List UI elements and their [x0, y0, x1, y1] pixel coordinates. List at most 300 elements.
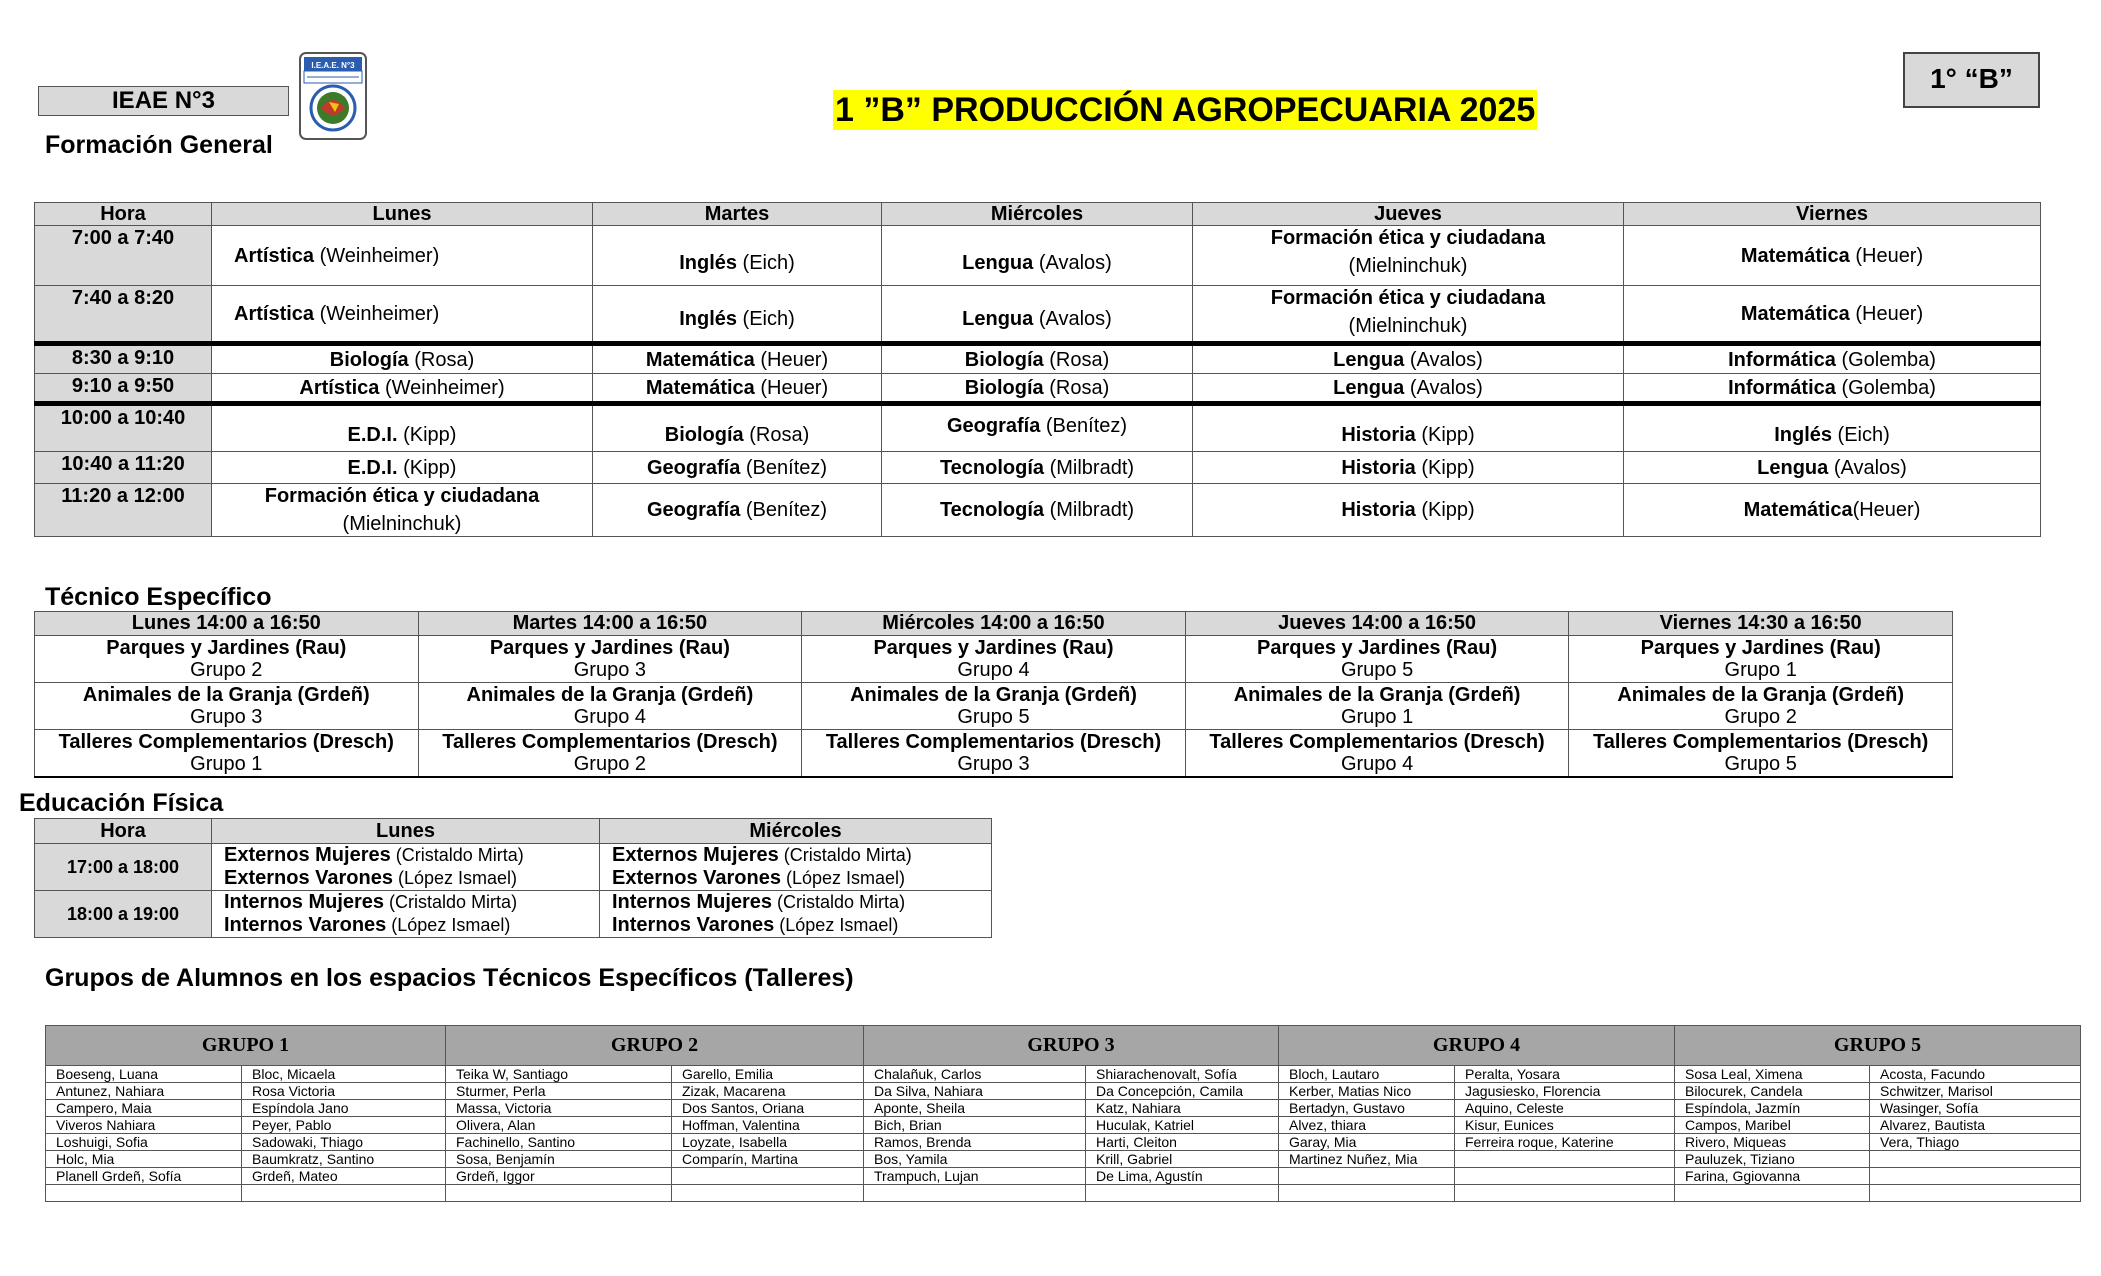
class-cell: [1193, 484, 1624, 537]
subject-name: Biología: [664, 424, 744, 446]
student-cell: Campos, Maribel: [1675, 1117, 1870, 1134]
class-cell: [212, 484, 593, 537]
student-cell: [1279, 1168, 1455, 1185]
class-cell: [1193, 404, 1624, 452]
student-cell: [1870, 1151, 2081, 1168]
student-cell: Jagusiesko, Florencia: [1455, 1083, 1675, 1100]
student-cell: Wasinger, Sofía: [1870, 1100, 2081, 1117]
student-cell: De Lima, Agustín: [1086, 1168, 1279, 1185]
edfisica-line: [612, 844, 991, 867]
student-cell: Krill, Gabriel: [1086, 1151, 1279, 1168]
student-cell: Antunez, Nahiara: [46, 1083, 242, 1100]
group-label: Grupo 3: [190, 706, 263, 728]
tecnico-row: [35, 730, 1953, 778]
column-header: Miércoles: [600, 819, 992, 844]
group-label: Grupo 5: [957, 706, 1030, 728]
teacher-name: (Heuer): [754, 376, 829, 399]
hour-cell: 17:00 a 18:00: [35, 844, 212, 891]
student-cell: Chalañuk, Carlos: [864, 1066, 1086, 1083]
group-label: Grupo 3: [957, 753, 1030, 775]
student-cell: Peralta, Yosara: [1455, 1066, 1675, 1083]
course-badge: 1° “B”: [1903, 52, 2040, 108]
schedule-row: [35, 484, 2041, 537]
tecnico-schedule-table: [34, 611, 1953, 778]
student-cell: Grdeñ, Mateo: [242, 1168, 446, 1185]
subject-name: Talleres Complementarios (Dresch): [1209, 731, 1545, 753]
class-cell: [882, 404, 1193, 452]
student-cell: Martinez Nuñez, Mia: [1279, 1151, 1455, 1168]
school-logo: [299, 52, 367, 140]
student-cell: Espíndola Jano: [242, 1100, 446, 1117]
class-cell: [212, 344, 593, 374]
group-label: Grupo 2: [1724, 706, 1797, 728]
student-cell: Bos, Yamila: [864, 1151, 1086, 1168]
student-cell: Comparín, Martina: [672, 1151, 864, 1168]
class-cell: [212, 452, 593, 484]
group-name: Externos Mujeres: [224, 844, 391, 866]
subject-name: Formación ética y ciudadana: [1270, 287, 1546, 309]
subject-name: Biología: [964, 348, 1044, 371]
edfisica-cell: [600, 891, 992, 938]
column-header: Lunes: [212, 819, 600, 844]
student-cell: [1455, 1168, 1675, 1185]
class-cell: [593, 226, 882, 286]
teacher-name: (Heuer): [1849, 302, 1924, 325]
tecnico-cell: [802, 730, 1186, 778]
teacher-name: (Rosa): [1043, 376, 1110, 399]
student-cell: Sturmer, Perla: [446, 1083, 672, 1100]
class-cell: [593, 344, 882, 374]
class-cell: [593, 404, 882, 452]
class-cell: [1624, 374, 2041, 404]
tecnico-cell: [802, 683, 1186, 730]
grupos-header-row: [46, 1026, 2081, 1066]
teacher-name: (Avalos): [1404, 348, 1483, 371]
class-cell: [1624, 344, 2041, 374]
teacher-name: (Cristaldo Mirta): [778, 845, 912, 865]
teacher-name: (Rosa): [743, 424, 810, 446]
student-cell: [1870, 1185, 2081, 1202]
student-cell: Bertadyn, Gustavo: [1279, 1100, 1455, 1117]
subject-name: Matemática: [645, 348, 755, 371]
teacher-name: (Rosa): [1043, 348, 1110, 371]
teacher-name: (Rosa): [408, 348, 475, 371]
subject-name: Tecnología: [939, 456, 1045, 479]
student-cell: Teika W, Santiago: [446, 1066, 672, 1083]
edfisica-cell: [212, 844, 600, 891]
subject-name: Informática: [1728, 376, 1836, 399]
student-row: [46, 1168, 2081, 1185]
group-header: GRUPO 3: [864, 1026, 1279, 1066]
section-title-formacion: Formación General: [45, 131, 273, 159]
subject-name: Matemática: [645, 376, 755, 399]
subject-name: Talleres Complementarios (Dresch): [1593, 731, 1929, 753]
edfisica-line: [612, 891, 991, 914]
tecnico-row: [35, 636, 1953, 683]
hour-cell: 7:40 a 8:20: [35, 286, 212, 344]
student-cell: Espíndola, Jazmín: [1675, 1100, 1870, 1117]
student-cell: [672, 1185, 864, 1202]
student-cell: Ferreira roque, Katerine: [1455, 1134, 1675, 1151]
subject-name: Geografía: [946, 415, 1041, 437]
schedule-row: [35, 452, 2041, 484]
column-header: Miércoles 14:00 a 16:50: [802, 612, 1186, 636]
group-label: Grupo 1: [1724, 659, 1797, 681]
column-header: Martes 14:00 a 16:50: [418, 612, 802, 636]
class-cell: [882, 484, 1193, 537]
teacher-name: (Golemba): [1835, 348, 1936, 371]
column-header: Martes: [593, 203, 882, 226]
schedule-header-row: [35, 203, 2041, 226]
subject-name: Talleres Complementarios (Dresch): [442, 731, 778, 753]
class-cell: [882, 452, 1193, 484]
tecnico-header-row: [35, 612, 1953, 636]
group-label: Grupo 1: [1340, 706, 1414, 728]
schedule-row: [35, 374, 2041, 404]
student-cell: [1870, 1168, 2081, 1185]
subject-name: Animales de la Granja (Grdeñ): [1233, 684, 1521, 706]
class-cell: [882, 374, 1193, 404]
student-cell: Grdeñ, Iggor: [446, 1168, 672, 1185]
subject-name: Artística: [234, 244, 315, 267]
class-cell: [212, 286, 593, 344]
column-header: Viernes 14:30 a 16:50: [1569, 612, 1953, 636]
edfisica-line: [224, 914, 599, 937]
group-header: GRUPO 5: [1675, 1026, 2081, 1066]
subject-name: Formación ética y ciudadana: [264, 485, 540, 507]
teacher-name: (Weinheimer): [314, 244, 440, 267]
hour-cell: 11:20 a 12:00: [35, 484, 212, 537]
teacher-name: (Heuer): [1852, 499, 1921, 521]
group-label: Grupo 5: [1724, 753, 1797, 775]
group-header: GRUPO 2: [446, 1026, 864, 1066]
student-cell: Harti, Cleiton: [1086, 1134, 1279, 1151]
student-cell: Kisur, Eunices: [1455, 1117, 1675, 1134]
student-cell: [1279, 1185, 1455, 1202]
class-cell: [882, 226, 1193, 286]
student-cell: Hoffman, Valentina: [672, 1117, 864, 1134]
subject-name: Artística: [234, 302, 315, 325]
student-cell: Peyer, Pablo: [242, 1117, 446, 1134]
subject-name: Matemática: [1740, 244, 1850, 267]
student-cell: Huculak, Katriel: [1086, 1117, 1279, 1134]
tecnico-cell: [802, 636, 1186, 683]
student-cell: Rosa Victoria: [242, 1083, 446, 1100]
tecnico-cell: [1185, 636, 1569, 683]
student-cell: Aquino, Celeste: [1455, 1100, 1675, 1117]
teacher-name: (Benítez): [740, 456, 828, 479]
tecnico-cell: [418, 683, 802, 730]
class-cell: [593, 484, 882, 537]
subject-name: Historia: [1341, 424, 1416, 446]
student-row: [46, 1066, 2081, 1083]
group-label: Grupo 4: [1340, 753, 1414, 775]
edfisica-line: [224, 891, 599, 914]
subject-name: Lengua: [962, 252, 1034, 274]
student-cell: Campero, Maia: [46, 1100, 242, 1117]
student-cell: Loyzate, Isabella: [672, 1134, 864, 1151]
edfisica-row: [35, 891, 992, 938]
subject-name: Historia: [1341, 499, 1416, 521]
student-cell: [46, 1185, 242, 1202]
subject-name: Parques y Jardines (Rau): [873, 637, 1114, 659]
subject-name: Geografía: [646, 456, 741, 479]
teacher-name: (Kipp): [1415, 424, 1475, 446]
column-header: Lunes: [212, 203, 593, 226]
subject-name: Inglés: [679, 308, 737, 330]
hour-cell: 9:10 a 9:50: [35, 374, 212, 404]
student-cell: Garay, Mia: [1279, 1134, 1455, 1151]
student-cell: Schwitzer, Marisol: [1870, 1083, 2081, 1100]
group-label: Grupo 2: [573, 753, 647, 775]
subject-name: Lengua: [1333, 348, 1405, 371]
student-cell: [446, 1185, 672, 1202]
tecnico-cell: [1569, 730, 1953, 778]
edfisica-line: [224, 844, 599, 867]
column-header: Lunes 14:00 a 16:50: [35, 612, 419, 636]
column-header: Jueves: [1193, 203, 1624, 226]
schedule-row: [35, 344, 2041, 374]
hour-cell: 10:00 a 10:40: [35, 404, 212, 452]
column-header: Viernes: [1624, 203, 2041, 226]
student-cell: Sosa Leal, Ximena: [1675, 1066, 1870, 1083]
tecnico-cell: [1185, 683, 1569, 730]
subject-name: Parques y Jardines (Rau): [489, 637, 730, 659]
teacher-name: (Mielninchuk): [1348, 315, 1468, 337]
tecnico-cell: [35, 730, 419, 778]
subject-name: Parques y Jardines (Rau): [1640, 637, 1881, 659]
student-cell: Bich, Brian: [864, 1117, 1086, 1134]
group-name: Internos Mujeres: [612, 891, 773, 913]
subject-name: Tecnología: [939, 499, 1045, 521]
student-cell: Sadowaki, Thiago: [242, 1134, 446, 1151]
class-cell: [212, 374, 593, 404]
student-cell: Zizak, Macarena: [672, 1083, 864, 1100]
teacher-name: (Avalos): [1033, 308, 1112, 330]
student-cell: [1455, 1185, 1675, 1202]
subject-name: Talleres Complementarios (Dresch): [58, 731, 394, 753]
student-cell: Da Silva, Nahiara: [864, 1083, 1086, 1100]
subject-name: Lengua: [1333, 376, 1405, 399]
edfisica-header-row: [35, 819, 992, 844]
section-title-edfisica: Educación Física: [19, 789, 224, 817]
teacher-name: (Mielninchuk): [342, 513, 462, 535]
teacher-name: (Avalos): [1404, 376, 1483, 399]
teacher-name: (Milbradt): [1044, 499, 1135, 521]
tecnico-cell: [1569, 683, 1953, 730]
student-cell: Planell Grdeñ, Sofía: [46, 1168, 242, 1185]
student-cell: Fachinello, Santino: [446, 1134, 672, 1151]
tecnico-row: [35, 683, 1953, 730]
hour-cell: 8:30 a 9:10: [35, 344, 212, 374]
subject-name: Matemática: [1743, 499, 1853, 521]
student-row: [46, 1083, 2081, 1100]
subject-name: Lengua: [1757, 456, 1829, 479]
edfisica-line: [224, 867, 599, 890]
grupos-table: [45, 1025, 2081, 1202]
group-name: Internos Mujeres: [224, 891, 385, 913]
student-cell: [1675, 1185, 1870, 1202]
class-cell: [1624, 484, 2041, 537]
student-row: [46, 1117, 2081, 1134]
teacher-name: (Milbradt): [1044, 456, 1135, 479]
tecnico-cell: [35, 683, 419, 730]
student-row: [46, 1151, 2081, 1168]
class-cell: [1193, 344, 1624, 374]
student-cell: Alvarez, Bautista: [1870, 1117, 2081, 1134]
group-header: GRUPO 1: [46, 1026, 446, 1066]
teacher-name: (Benítez): [740, 499, 828, 521]
group-header: GRUPO 4: [1279, 1026, 1675, 1066]
teacher-name: (Heuer): [1849, 244, 1924, 267]
subject-name: Biología: [329, 348, 409, 371]
student-cell: Boeseng, Luana: [46, 1066, 242, 1083]
student-cell: Da Concepción, Camila: [1086, 1083, 1279, 1100]
subject-name: Talleres Complementarios (Dresch): [825, 731, 1162, 753]
main-schedule-table: [34, 202, 2041, 537]
class-cell: [212, 404, 593, 452]
class-cell: [1624, 226, 2041, 286]
tecnico-cell: [35, 636, 419, 683]
student-cell: Acosta, Facundo: [1870, 1066, 2081, 1083]
teacher-name: (Benítez): [1040, 415, 1128, 437]
edfisica-cell: [600, 844, 992, 891]
group-label: Grupo 3: [573, 659, 647, 681]
group-label: Grupo 2: [190, 659, 263, 681]
teacher-name: (López Ismael): [392, 868, 518, 888]
student-cell: Loshuigi, Sofia: [46, 1134, 242, 1151]
tecnico-cell: [1569, 636, 1953, 683]
class-cell: [212, 226, 593, 286]
class-cell: [882, 344, 1193, 374]
teacher-name: (Kipp): [397, 424, 457, 446]
class-cell: [593, 286, 882, 344]
student-cell: Kerber, Matias Nico: [1279, 1083, 1455, 1100]
student-cell: [864, 1185, 1086, 1202]
group-name: Externos Varones: [612, 867, 781, 889]
subject-name: Inglés: [679, 252, 737, 274]
class-cell: [1193, 452, 1624, 484]
class-cell: [593, 374, 882, 404]
student-cell: Trampuch, Lujan: [864, 1168, 1086, 1185]
student-cell: Holc, Mia: [46, 1151, 242, 1168]
teacher-name: (López Ismael): [386, 915, 511, 935]
teacher-name: (Weinheimer): [379, 376, 505, 399]
teacher-name: (Eich): [737, 252, 795, 274]
edfisica-line: [612, 867, 991, 890]
tecnico-cell: [1185, 730, 1569, 778]
student-cell: Sosa, Benjamín: [446, 1151, 672, 1168]
student-cell: [1455, 1151, 1675, 1168]
subject-name: Animales de la Granja (Grdeñ): [466, 684, 754, 706]
subject-name: E.D.I.: [347, 424, 398, 446]
subject-name: Lengua: [962, 308, 1034, 330]
column-header: Hora: [35, 203, 212, 226]
student-cell: Olivera, Alan: [446, 1117, 672, 1134]
edfisica-schedule-table: [34, 818, 992, 938]
subject-name: Parques y Jardines (Rau): [1257, 637, 1498, 659]
section-title-tecnico: Técnico Específico: [45, 583, 272, 611]
teacher-name: (Kipp): [1415, 499, 1475, 521]
schedule-row: [35, 404, 2041, 452]
group-label: Grupo 4: [573, 706, 647, 728]
edfisica-line: [612, 914, 991, 937]
subject-name: Geografía: [646, 499, 741, 521]
student-cell: Bloch, Lautaro: [1279, 1066, 1455, 1083]
student-row: [46, 1100, 2081, 1117]
subject-name: Animales de la Granja (Grdeñ): [850, 684, 1137, 706]
student-cell: Rivero, Miqueas: [1675, 1134, 1870, 1151]
teacher-name: (Heuer): [754, 348, 829, 371]
subject-name: Informática: [1728, 348, 1836, 371]
class-cell: [593, 452, 882, 484]
teacher-name: (Kipp): [397, 456, 457, 479]
subject-name: E.D.I.: [347, 456, 398, 479]
group-name: Internos Varones: [224, 914, 387, 936]
schedule-row: [35, 226, 2041, 286]
student-cell: Bloc, Micaela: [242, 1066, 446, 1083]
subject-name: Parques y Jardines (Rau): [106, 637, 347, 659]
subject-name: Inglés: [1774, 424, 1832, 446]
group-name: Externos Varones: [224, 867, 393, 889]
class-cell: [1193, 226, 1624, 286]
group-name: Internos Varones: [612, 914, 775, 936]
school-name-box: IEAE N°3: [38, 86, 289, 116]
student-cell: Viveros Nahiara: [46, 1117, 242, 1134]
page-title: 1 ”B” PRODUCCIÓN AGROPECUARIA 2025: [835, 91, 1536, 129]
hour-cell: 10:40 a 11:20: [35, 452, 212, 484]
class-cell: [1624, 286, 2041, 344]
teacher-name: (Avalos): [1033, 252, 1112, 274]
column-header: Jueves 14:00 a 16:50: [1185, 612, 1569, 636]
teacher-name: (Weinheimer): [314, 302, 440, 325]
group-label: Grupo 1: [190, 753, 263, 775]
student-cell: [242, 1185, 446, 1202]
group-label: Grupo 4: [957, 659, 1030, 681]
student-cell: Shiarachenovalt, Sofía: [1086, 1066, 1279, 1083]
teacher-name: (López Ismael): [780, 868, 906, 888]
teacher-name: (Golemba): [1835, 376, 1936, 399]
tecnico-cell: [418, 636, 802, 683]
student-cell: Aponte, Sheila: [864, 1100, 1086, 1117]
column-header: Miércoles: [882, 203, 1193, 226]
class-cell: [1624, 404, 2041, 452]
student-cell: Farina, Ggiovanna: [1675, 1168, 1870, 1185]
teacher-name: (Eich): [737, 308, 795, 330]
student-cell: Ramos, Brenda: [864, 1134, 1086, 1151]
student-cell: Bilocurek, Candela: [1675, 1083, 1870, 1100]
class-cell: [1193, 374, 1624, 404]
edfisica-row: [35, 844, 992, 891]
group-name: Externos Mujeres: [612, 844, 779, 866]
subject-name: Formación ética y ciudadana: [1270, 227, 1546, 249]
student-cell: Pauluzek, Tiziano: [1675, 1151, 1870, 1168]
subject-name: Animales de la Granja (Grdeñ): [82, 684, 370, 706]
subject-name: Matemática: [1740, 302, 1850, 325]
column-header: Hora: [35, 819, 212, 844]
student-cell: Dos Santos, Oriana: [672, 1100, 864, 1117]
subject-name: Historia: [1341, 456, 1416, 479]
teacher-name: (Kipp): [1415, 456, 1475, 479]
teacher-name: (Cristaldo Mirta): [772, 892, 906, 912]
student-cell: Garello, Emilia: [672, 1066, 864, 1083]
student-cell: Katz, Nahiara: [1086, 1100, 1279, 1117]
student-row: [46, 1134, 2081, 1151]
subject-name: Biología: [964, 376, 1044, 399]
student-cell: [672, 1168, 864, 1185]
student-cell: [1086, 1185, 1279, 1202]
class-cell: [1193, 286, 1624, 344]
